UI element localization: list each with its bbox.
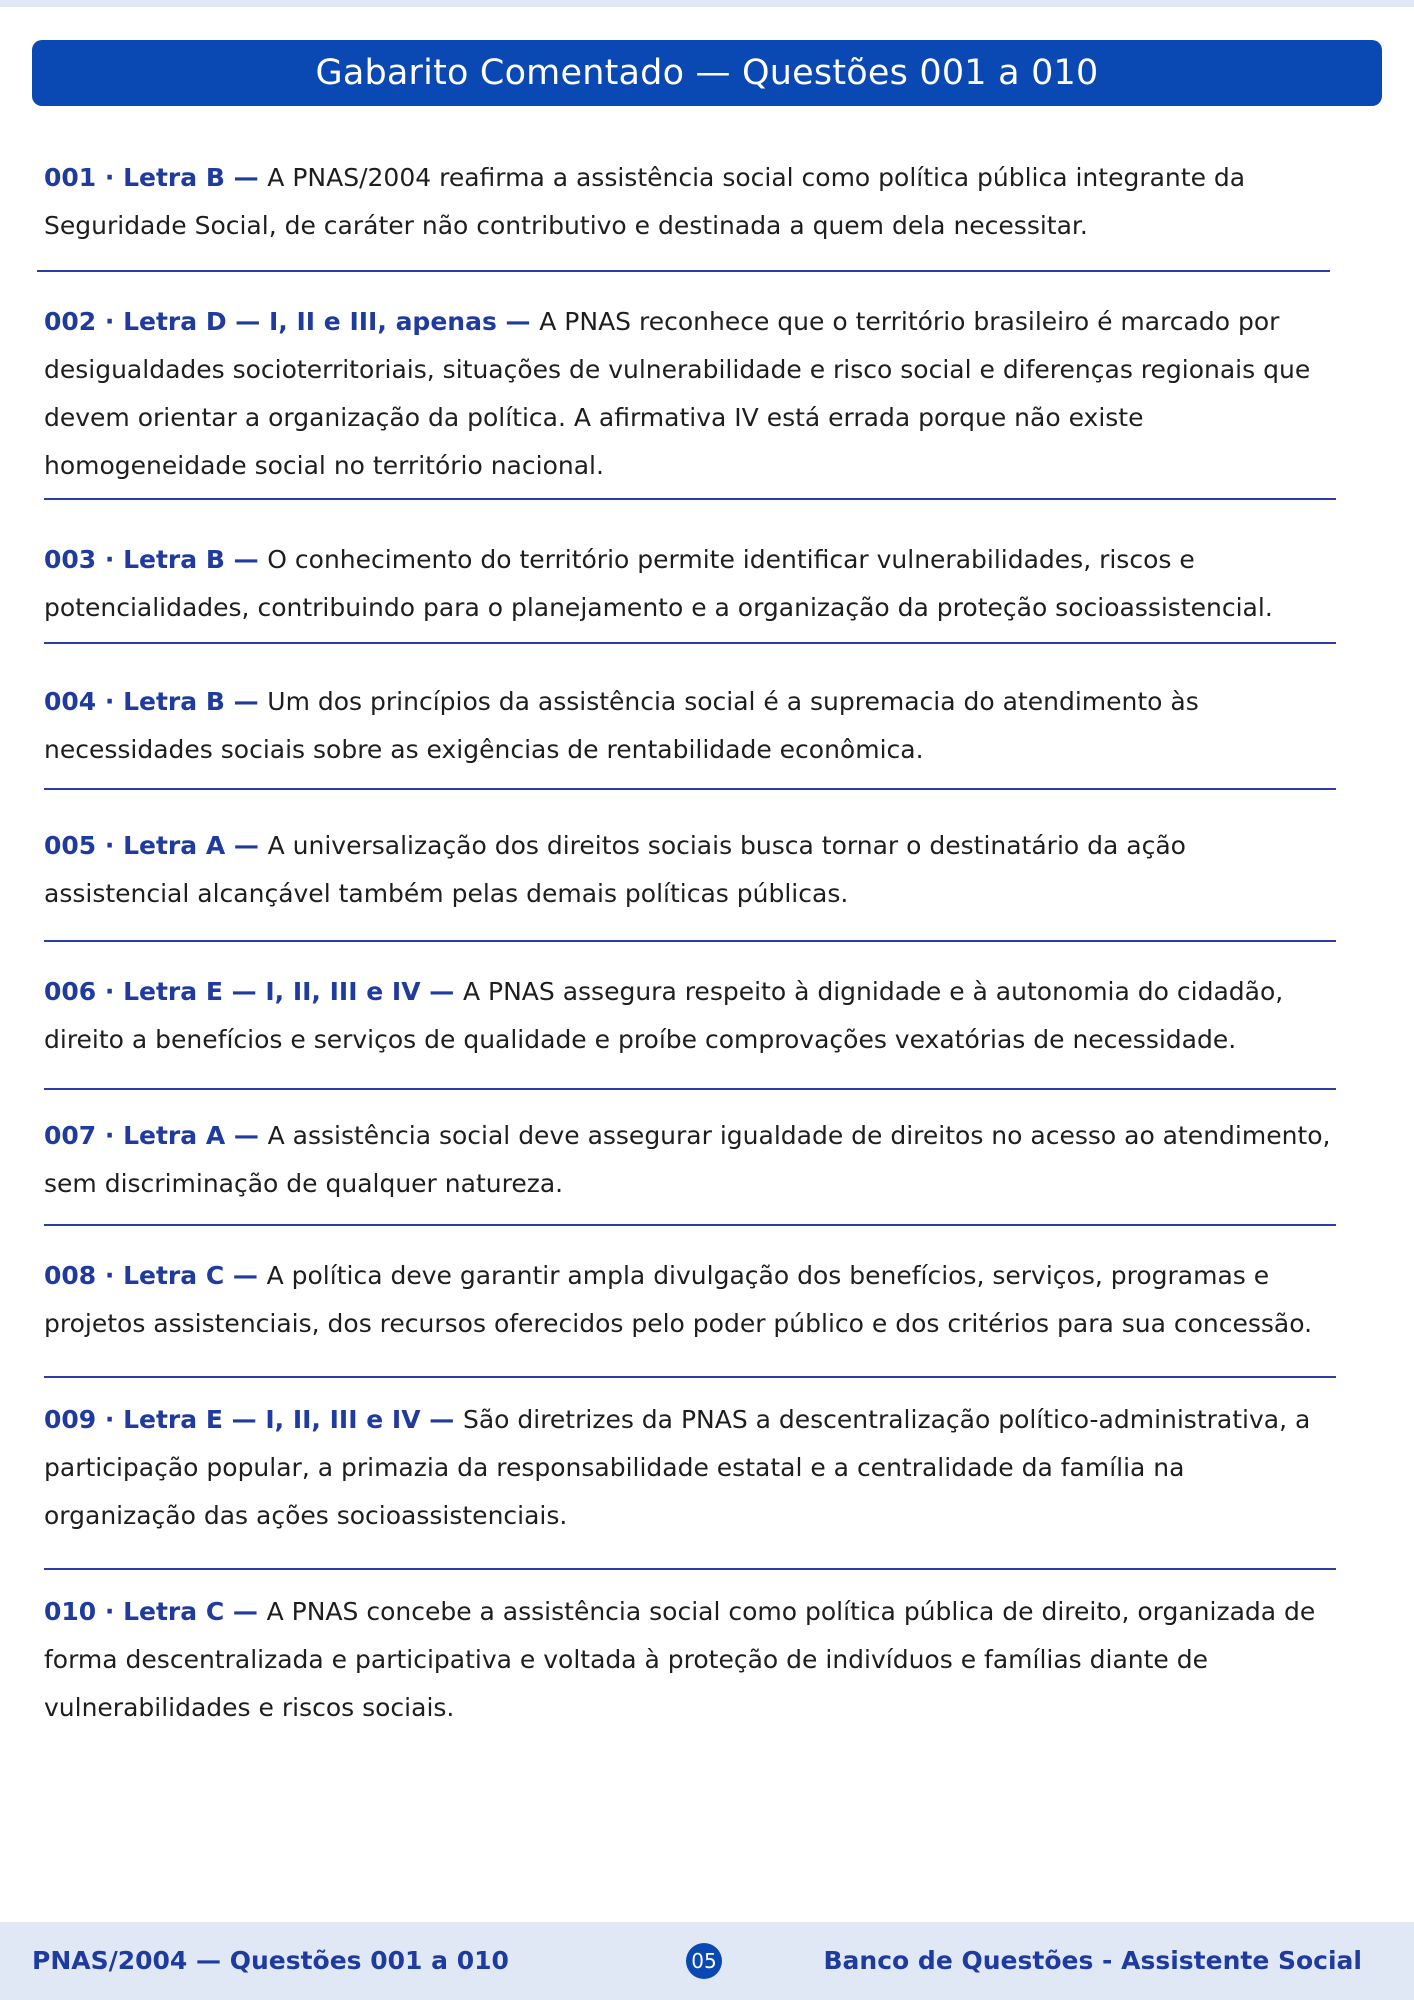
answer-comment: O conhecimento do território permite identificar vulnerabilidades, riscos e potencialidades, contribuindo para o planejamento e a organização da proteção socioassistencial. <box>44 545 1273 622</box>
answer-key: 004 · Letra B — <box>44 687 268 716</box>
answer-comment: A PNAS assegura respeito à dignidade e à autonomia do cidadão, direito a benefícios e serviços de qualidade e proíbe comprovações vexatórias de necessidade. <box>44 977 1284 1054</box>
answer-001 <box>44 154 1336 250</box>
answer-comment: São diretrizes da PNAS a descentralização político-administrativa, a participação popular, a primazia da responsabilidade estatal e a centralidade da família na organização das ações socioassistenciais. <box>44 1405 1311 1530</box>
page-title: Gabarito Comentado — Questões 001 a 010 <box>32 40 1382 106</box>
answer-006 <box>44 968 1336 1064</box>
answer-key: 007 · Letra A — <box>44 1121 268 1150</box>
answer-005 <box>44 822 1336 918</box>
answer-key: 005 · Letra A — <box>44 831 268 860</box>
divider <box>44 788 1336 790</box>
answer-comment: A assistência social deve assegurar igualdade de direitos no acesso ao atendimento, sem discriminação de qualquer natureza. <box>44 1121 1331 1198</box>
footer-section-label: PNAS/2004 — Questões 001 a 010 <box>32 1946 509 1975</box>
answer-key: 003 · Letra B — <box>44 545 268 574</box>
answer-comment: A PNAS reconhece que o território brasileiro é marcado por desigualdades socioterritoriais, situações de vulnerabilidade e risco social e diferenças regionais que devem orientar a organização da política. A afirmativa IV está errada porque não existe homogeneidade social no território nacional. <box>44 307 1311 480</box>
answer-008 <box>44 1252 1336 1348</box>
answer-comment: A política deve garantir ampla divulgação dos benefícios, serviços, programas e projetos assistenciais, dos recursos oferecidos pelo poder público e dos critérios para sua concessão. <box>44 1261 1313 1338</box>
answer-comment: Um dos princípios da assistência social é a supremacia do atendimento às necessidades sociais sobre as exigências de rentabilidade econômica. <box>44 687 1199 764</box>
divider <box>44 1376 1336 1378</box>
answer-004 <box>44 678 1336 774</box>
answer-key: 008 · Letra C — <box>44 1261 267 1290</box>
divider <box>44 498 1336 500</box>
footer-book-title: Banco de Questões - Assistente Social <box>823 1946 1362 1975</box>
answer-key: 009 · Letra E — I, II, III e IV — <box>44 1405 463 1434</box>
answer-key: 010 · Letra C — <box>44 1597 267 1626</box>
answer-002 <box>44 298 1336 490</box>
answer-key: 001 · Letra B — <box>44 163 268 192</box>
answer-comment: A PNAS concebe a assistência social como política pública de direito, organizada de forma descentralizada e participativa e voltada à proteção de indivíduos e famílias diante de vulnerabilidades e riscos sociais. <box>44 1597 1316 1722</box>
page-number-badge: 05 <box>686 1943 722 1979</box>
top-strip <box>0 0 1414 7</box>
answer-comment: A PNAS/2004 reafirma a assistência social como política pública integrante da Seguridade Social, de caráter não contributivo e destinada a quem dela necessitar. <box>44 163 1246 240</box>
answer-comment: A universalização dos direitos sociais busca tornar o destinatário da ação assistencial alcançável também pelas demais políticas públicas. <box>44 831 1186 908</box>
divider <box>44 940 1336 942</box>
answer-010 <box>44 1588 1336 1732</box>
divider <box>37 270 1330 272</box>
divider <box>44 1568 1336 1570</box>
answer-009 <box>44 1396 1336 1540</box>
divider <box>44 1224 1336 1226</box>
divider <box>44 642 1336 644</box>
page-footer <box>0 1922 1414 2000</box>
answer-key: 006 · Letra E — I, II, III e IV — <box>44 977 463 1006</box>
answer-007 <box>44 1112 1336 1208</box>
answer-key: 002 · Letra D — I, II e III, apenas — <box>44 307 540 336</box>
divider <box>44 1088 1336 1090</box>
answer-list <box>44 154 1336 1732</box>
answer-003 <box>44 536 1336 632</box>
